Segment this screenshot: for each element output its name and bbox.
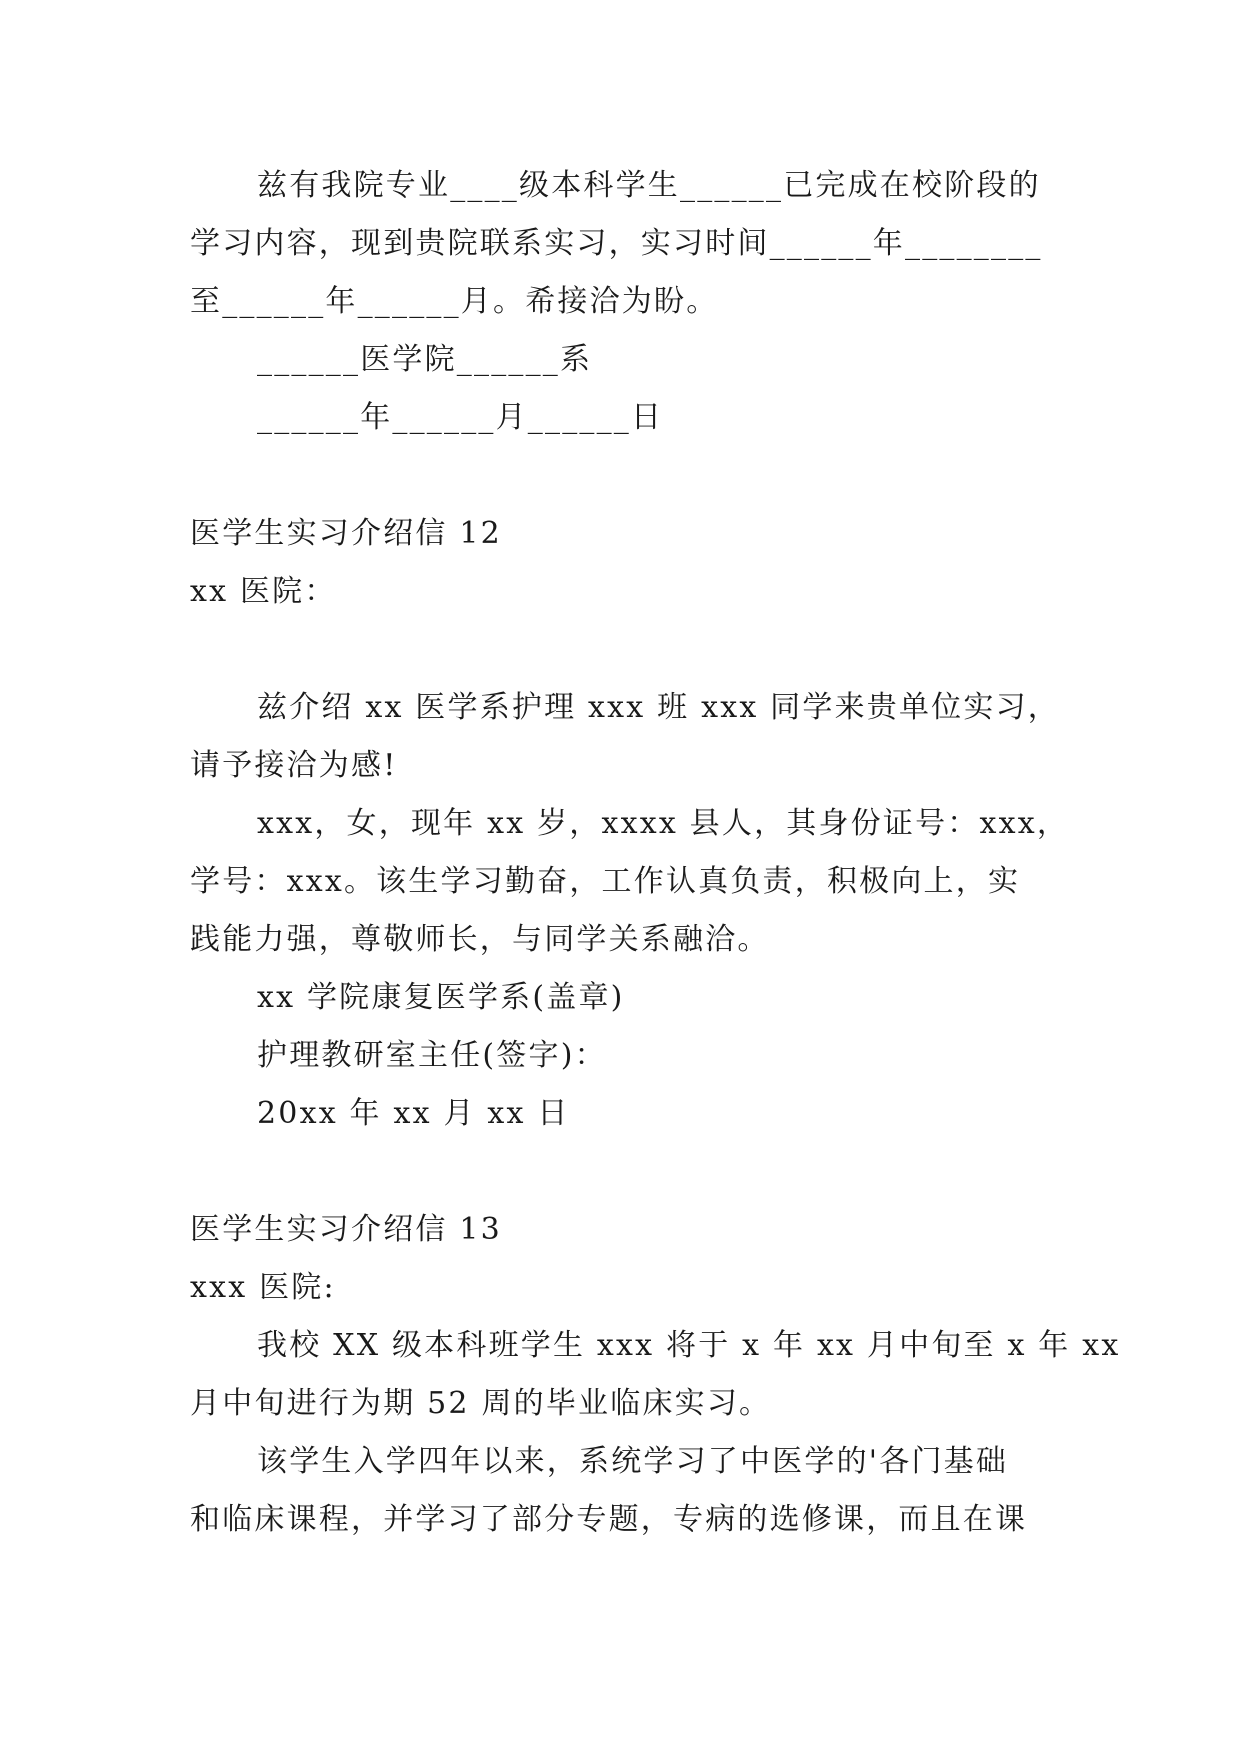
letter12-paragraph2-line-3: 践能力强，尊敬师长，与同学关系融洽。 bbox=[190, 922, 770, 957]
letter12-paragraph1-line-1: 兹介绍 xx 医学系护理 xxx 班 xxx 同学来贵单位实习， bbox=[257, 690, 1060, 725]
letter12-title: 医学生实习介绍信 12 bbox=[190, 516, 502, 551]
letter12-signature-date: 20xx 年 xx 月 xx 日 bbox=[257, 1096, 570, 1131]
letter12-paragraph2-line-1: xxx，女，现年 xx 岁，xxxx 县人，其身份证号：xxx， bbox=[257, 806, 1070, 841]
letter11-signature-date: ______年______月______日 bbox=[257, 400, 664, 435]
letter13-paragraph1-line-2: 月中旬进行为期 52 周的毕业临床实习。 bbox=[190, 1386, 772, 1421]
letter12-salutation: xx 医院： bbox=[190, 574, 337, 609]
letter11-paragraph-line-2: 学习内容，现到贵院联系实习，实习时间______年________ bbox=[190, 226, 1043, 261]
letter13-paragraph1-line-1: 我校 XX 级本科班学生 xxx 将于 x 年 xx 月中旬至 x 年 xx bbox=[257, 1328, 1121, 1363]
letter12-signature-school: xx 学院康复医学系(盖章) bbox=[257, 980, 625, 1015]
letter11-paragraph-line-3: 至______年______月。希接洽为盼。 bbox=[190, 284, 719, 319]
letter12-paragraph2-line-2: 学号：xxx。该生学习勤奋，工作认真负责，积极向上，实 bbox=[190, 864, 1021, 899]
letter12-signature-director: 护理教研室主任(签字)： bbox=[257, 1038, 607, 1073]
letter12-paragraph1-line-2: 请予接洽为感! bbox=[190, 748, 398, 783]
letter13-title: 医学生实习介绍信 13 bbox=[190, 1212, 502, 1247]
letter13-paragraph2-line-2: 和临床课程，并学习了部分专题，专病的选修课，而且在课 bbox=[190, 1502, 1028, 1537]
letter13-paragraph2-line-1: 该学生入学四年以来，系统学习了中医学的'各门基础 bbox=[257, 1444, 1009, 1479]
letter13-salutation: xxx 医院: bbox=[190, 1270, 336, 1305]
letter11-signature-department: ______医学院______系 bbox=[257, 342, 593, 377]
letter11-paragraph-line-1: 兹有我院专业____级本科学生______已完成在校阶段的 bbox=[257, 168, 1041, 203]
